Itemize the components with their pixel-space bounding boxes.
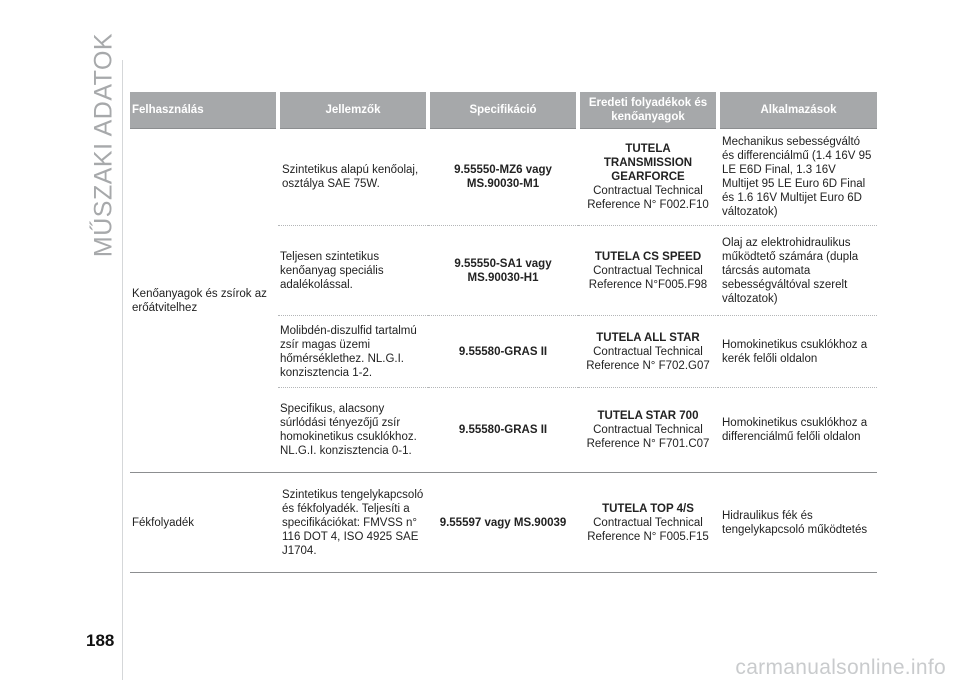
header-usage: Felhasználás	[130, 92, 278, 129]
table-header-row	[130, 92, 877, 129]
product-name: TUTELA ALL STAR	[596, 331, 700, 344]
application-cell: Mechanikus sebességváltó és differenciálmű (1.4 16V 95 LE E6D Final, 1.3 16V Multijet 95 LE Euro 6D Final és 1.6 16V Multijet Euro 6D változatok)	[718, 129, 877, 226]
table-row	[130, 129, 877, 226]
original-fluid-cell	[578, 388, 718, 473]
header-applications: Alkalmazások	[718, 92, 877, 129]
product-name: TUTELA STAR 700	[597, 410, 699, 422]
specification-cell: 9.55550-MZ6 vagy MS.90030-M1	[428, 129, 578, 226]
product-reference: Contractual Technical Reference N° F701.C07	[586, 424, 710, 450]
specification-cell: 9.55580-GRAS II	[428, 388, 578, 473]
product-reference: Contractual Technical Reference N° F702.G07	[586, 345, 710, 372]
original-fluid-cell	[578, 226, 718, 316]
application-cell: Homokinetikus csuklókhoz a kerék felőli oldalon	[718, 316, 877, 388]
header-specification: Specifikáció	[428, 92, 578, 129]
product-reference: Contractual Technical Reference N° F005.F15	[587, 516, 709, 543]
application-cell: Homokinetikus csuklókhoz a differenciálmű felőli oldalon	[718, 388, 877, 473]
specification-cell: 9.55597 vagy MS.90039	[428, 473, 578, 573]
original-fluid-cell	[578, 129, 718, 226]
features-cell: Molibdén-diszulfid tartalmú zsír magas üzemi hőmérséklethez. NL.G.I. konzisztencia 1-2.	[278, 316, 428, 388]
features-cell: Specifikus, alacsony súrlódási tényezőjű zsír homokinetikus csuklókhoz. NL.G.I. konzisztencia 0-1.	[278, 388, 428, 473]
section-side-title	[86, 32, 122, 258]
usage-category: Kenőanyagok és zsírok az erőátvitelhez	[130, 129, 278, 473]
features-cell: Teljesen szintetikus kenőanyag speciális adalékolással.	[278, 226, 428, 316]
product-name: TUTELA TOP 4/S	[602, 502, 694, 515]
header-original-fluids: Eredeti folyadékok és kenőanyagok	[578, 92, 718, 129]
page-number: 188	[86, 631, 115, 650]
watermark: carmanualsonline.info	[735, 656, 946, 679]
application-cell: Hidraulikus fék és tengelykapcsoló működtetés	[718, 473, 877, 573]
product-reference: Contractual Technical Reference N° F002.F10	[587, 185, 709, 211]
specification-cell: 9.55580-GRAS II	[428, 316, 578, 388]
features-cell: Szintetikus tengelykapcsoló és fékfolyadék. Teljesíti a specifikációkat: FMVSS n° 116 DOT 4, ISO 4925 SAE J1704.	[278, 473, 428, 573]
original-fluid-cell	[578, 473, 718, 573]
application-cell: Olaj az elektrohidraulikus működtető számára (dupla tárcsás automata sebességváltóval szerelt változatok)	[718, 226, 877, 316]
table-row	[130, 473, 877, 573]
section-side-title-text: MŰSZAKI ADATOK	[89, 32, 118, 258]
product-name: TUTELA CS SPEED	[594, 250, 702, 263]
side-divider	[122, 60, 123, 680]
product-reference: Contractual Technical Reference N°F005.F98	[588, 264, 708, 291]
header-features: Jellemzők	[278, 92, 428, 129]
specification-cell: 9.55550-SA1 vagy MS.90030-H1	[428, 226, 578, 316]
product-name: TUTELA TRANSMISSION GEARFORCE	[603, 143, 693, 183]
usage-category: Fékfolyadék	[130, 473, 278, 573]
lubricants-table	[130, 92, 877, 573]
original-fluid-cell	[578, 316, 718, 388]
features-cell: Szintetikus alapú kenőolaj, osztálya SAE 75W.	[278, 129, 428, 226]
